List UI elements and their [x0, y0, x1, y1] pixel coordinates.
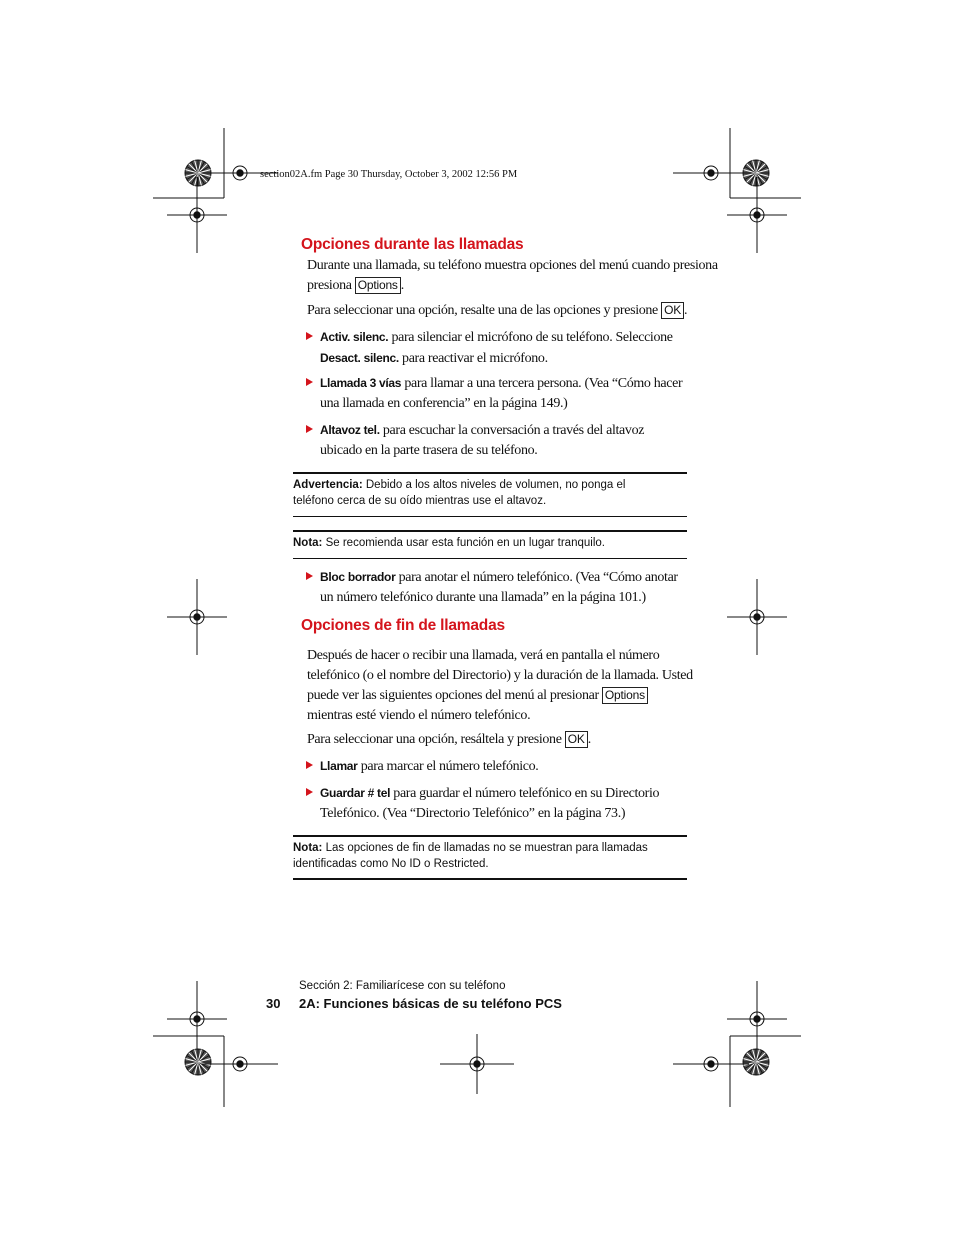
note1-box	[293, 536, 687, 552]
section-title-during-calls: Opciones durante las llamadas	[301, 236, 524, 253]
bullet-arrow-icon	[306, 761, 313, 769]
bullet-term: Bloc borrador	[320, 570, 396, 584]
bullet-term: Llamada 3 vías	[320, 376, 402, 390]
bullet-3way	[320, 373, 682, 414]
para-line: mientras esté viendo el número telefónico.	[307, 708, 531, 723]
options-key: Options	[602, 687, 648, 704]
ok-key: OK	[565, 731, 588, 748]
bullet-speaker	[320, 420, 644, 461]
warning-text-2: teléfono cerca de su oído mientras use el altavoz.	[293, 494, 547, 507]
bullet-save-number	[320, 783, 659, 824]
bullet-term: Llamar	[320, 759, 358, 773]
bullet-notepad	[320, 567, 678, 608]
bullet-text-2: una llamada en conferencia” en la página 149.)	[320, 396, 568, 411]
file-info-header: section02A.fm Page 30 Thursday, October 3, 2002 12:56 PM	[260, 169, 518, 180]
note2-top-rule	[293, 835, 687, 837]
bullet-arrow-icon	[306, 332, 313, 340]
footer-chapter: 2A: Funciones básicas de su teléfono PCS	[299, 996, 562, 1011]
bullet-term: Activ. silenc.	[320, 330, 389, 344]
para-line: Después de hacer o recibir una llamada, verá en pantalla el número	[307, 648, 660, 663]
bullet-text: para silenciar el micrófono de su teléfono. Seleccione	[391, 330, 673, 345]
note1-label: Nota:	[293, 537, 323, 549]
select-paragraph-2: Para seleccionar una opción, resáltela y presione OK .	[307, 732, 591, 747]
bullet-text-2: un número telefónico durante una llamada” en la página 101.)	[320, 590, 646, 605]
select-text: Para seleccionar una opción, resalte una de las opciones y presione	[307, 303, 658, 318]
bullet-text: para guardar el número telefónico en su Directorio	[393, 786, 660, 801]
bullet-term: Altavoz tel.	[320, 423, 380, 437]
select-text: Para seleccionar una opción, resáltela y presione	[307, 732, 562, 747]
end-call-paragraph	[307, 646, 693, 726]
page-number: 30	[266, 996, 281, 1011]
warning-bottom-rule	[293, 516, 687, 517]
warning-box	[293, 478, 687, 509]
footer-section: Sección 2: Familiarícese con su teléfono	[299, 980, 506, 992]
bullet-text-2: ubicado en la parte trasera de su teléfono.	[320, 443, 538, 458]
select-paragraph: Para seleccionar una opción, resalte una de las opciones y presione OK .	[307, 303, 688, 318]
bullet-arrow-icon	[306, 425, 313, 433]
warning-label: Advertencia:	[293, 479, 363, 491]
note2-text-2: identificadas como No ID o Restricted.	[293, 857, 489, 870]
note2-bottom-rule	[293, 878, 687, 880]
bullet-arrow-icon	[306, 378, 313, 386]
warning-top-rule	[293, 472, 687, 474]
bullet-text: para llamar a una tercera persona. (Vea “Cómo hacer	[404, 376, 683, 391]
bullet-term-2: Desact. silenc.	[320, 351, 399, 365]
para-line: puede ver las siguientes opciones del menú al presionar	[307, 688, 599, 703]
bullet-call	[320, 756, 538, 777]
intro-paragraph: Durante una llamada, su teléfono muestra opciones del menú cuando presiona presiona Options .	[307, 258, 718, 293]
bullet-text: para anotar el número telefónico. (Vea “Cómo anotar	[398, 570, 678, 585]
bullet-text: para marcar el número telefónico.	[360, 759, 539, 774]
note2-label: Nota:	[293, 842, 323, 854]
intro-text-cont: presiona	[307, 278, 355, 293]
ok-key: OK	[661, 302, 684, 319]
section-title-end-of-call: Opciones de fin de llamadas	[301, 617, 505, 634]
bullet-arrow-icon	[306, 572, 313, 580]
note1-bottom-rule	[293, 558, 687, 559]
bullet-mute	[320, 327, 673, 369]
bullet-arrow-icon	[306, 788, 313, 796]
note2-box	[293, 841, 687, 872]
warning-text: Debido a los altos niveles de volumen, no ponga el	[365, 479, 626, 491]
para-line: telefónico (o el nombre del Directorio) y la duración de la llamada. Usted	[307, 668, 693, 683]
intro-text: Durante una llamada, su teléfono muestra opciones del menú cuando presiona	[307, 258, 718, 273]
bullet-text: para escuchar la conversación a través del altavoz	[382, 423, 645, 438]
note1-top-rule	[293, 530, 687, 532]
options-key: Options	[355, 277, 401, 294]
bullet-text-2: para reactivar el micrófono.	[402, 351, 548, 366]
bullet-text-2: Telefónico. (Vea “Directorio Telefónico” en la página 73.)	[320, 806, 626, 821]
note1-text: Se recomienda usar esta función en un lugar tranquilo.	[325, 537, 605, 549]
bullet-term: Guardar # tel	[320, 786, 391, 800]
note2-text: Las opciones de fin de llamadas no se muestran para llamadas	[325, 842, 648, 854]
